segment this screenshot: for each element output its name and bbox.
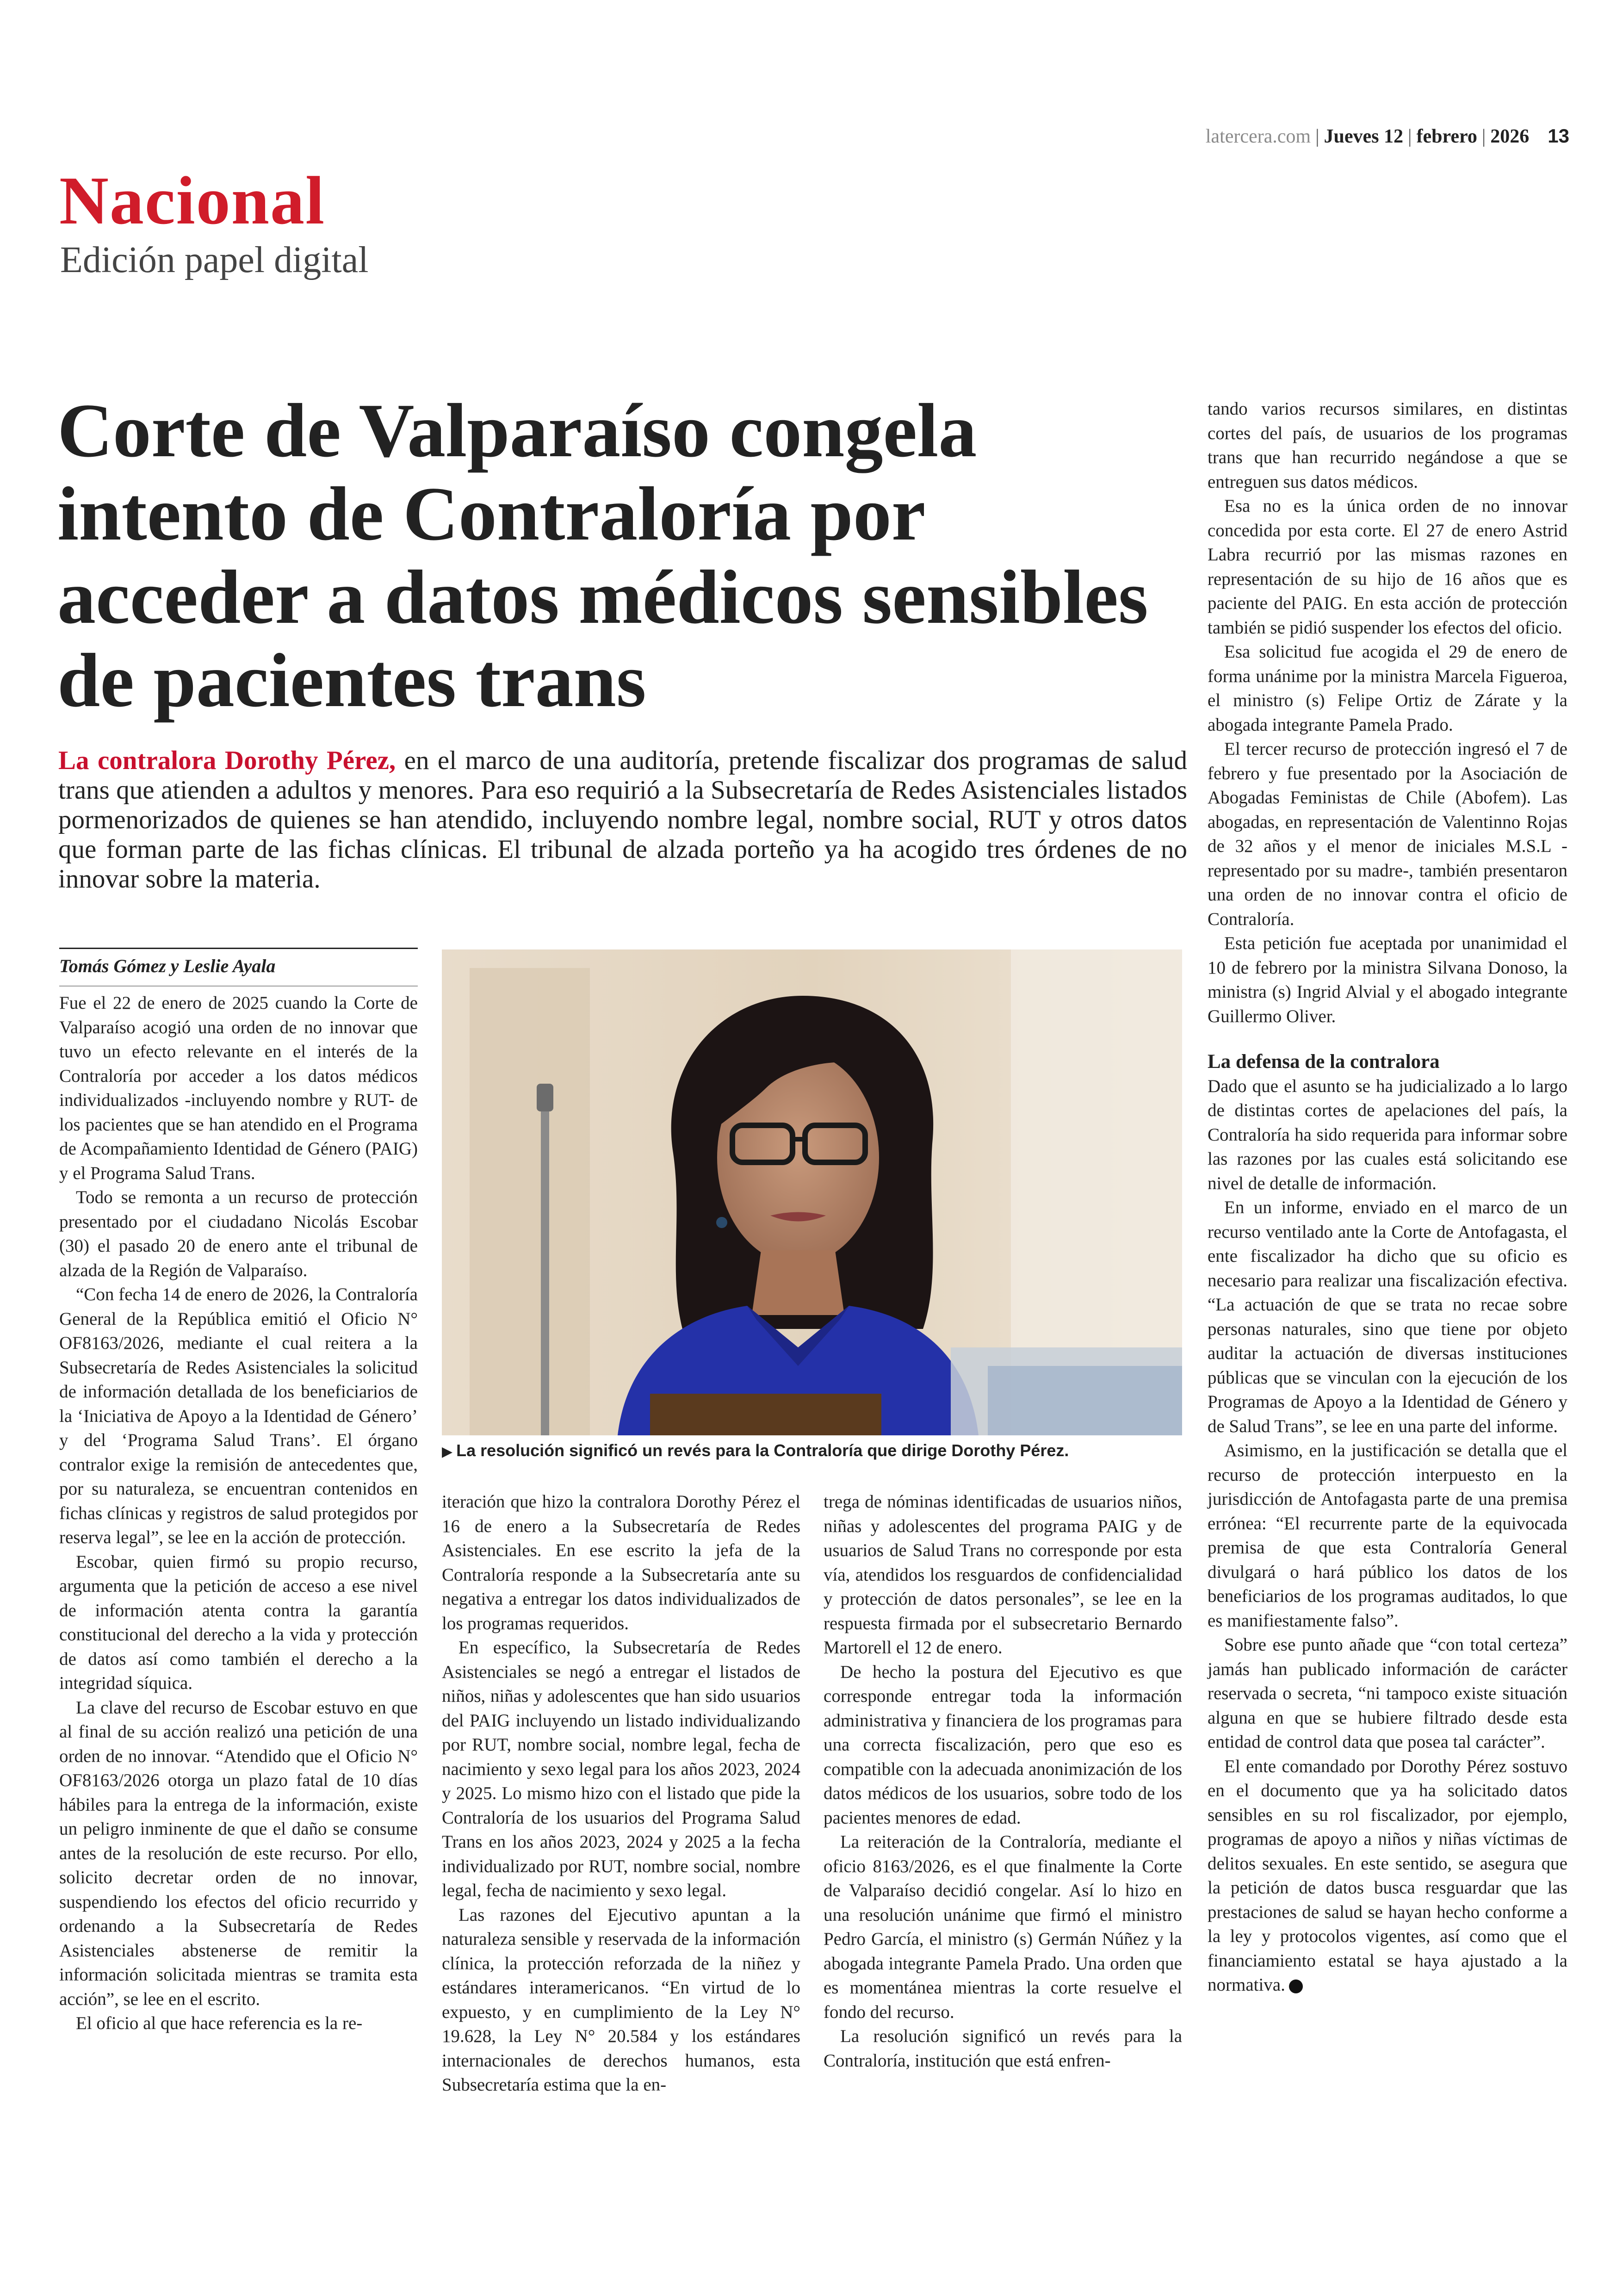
body-column-1	[59, 991, 418, 2036]
closing-text: El ente comandado por Dorothy Pérez sostuvo en el documento que ya ha solicitado datos sensibles en su rol fiscalizador, por ejemplo, programas de apoyo a niños y niñas víctimas de delitos sexuales. En este sentido, se asegura que la petición de datos busca resguardar que las prestaciones de salud se hayan hecho conforme a la ley y protocolos vigentes, así como que el financiamiento estatal se haya ajustado a la normativa.	[1208, 1756, 1567, 1995]
end-of-article-icon	[1289, 1980, 1303, 1993]
lead-paragraph	[58, 746, 1187, 894]
paragraph: Asimismo, en la justificación se detalla que el recurso de protección interpuesto en la jurisdicción de Antofagasta parte de una premisa errónea: “El recurrente parte de la equivocada premisa de que esta Contraloría General divulgará o hará público los datos de los beneficiarios de los programas auditados, lo que es manifiestamente falso”.	[1208, 1440, 1567, 1631]
paragraph: El tercer recurso de protección ingresó el 7 de febrero y fue presentado por la Asociación de Abogadas Feministas de Chile (Abofem). Las abogadas, en representación de Valentinno Rojas de 32 años y el menor de iniciales M.S.L -representado por su madre-, también presentaron una orden de no innovar contra el oficio de Contraloría.	[1208, 739, 1567, 929]
caption-text: La resolución significó un revés para la Contraloría que dirige Dorothy Pérez.	[456, 1441, 1069, 1460]
paragraph: Las razones del Ejecutivo apuntan a la naturaleza sensible y reservada de la información clínica, la protección reforzada de la niñez y estándares interamericanos. “En virtud de lo expuesto, y en cumplimiento de la Ley N° 19.628, la Ley N° 20.584 y los estándares internacionales de derechos humanos, esta Subsecretaría estima que la en-	[442, 1905, 800, 2095]
date-month: febrero	[1416, 126, 1477, 147]
edition-label: Edición papel digital	[60, 240, 369, 280]
masthead: latercera.com | Jueves 12 | febrero | 2026 13	[1205, 125, 1569, 147]
byline: Tomás Gómez y Leslie Ayala	[59, 956, 276, 976]
subheading: La defensa de la contralora	[1208, 1051, 1440, 1073]
article-photo	[442, 949, 1182, 1435]
paragraph: De hecho la postura del Ejecutivo es que corresponde entregar toda la información administrativa y financiera de los programas para una correcta fiscalización, pero que eso es compatible con la adecuada anonimización de los datos médicos de los usuarios, sobre todo de los pacientes menores de edad.	[824, 1662, 1182, 1828]
paragraph: La resolución significó un revés para la Contraloría, institución que está enfren-	[824, 2026, 1182, 2071]
body-column-4	[1208, 397, 1567, 1998]
date-day: Jueves 12	[1324, 126, 1404, 147]
paragraph: La clave del recurso de Escobar estuvo en que al final de su acción realizó una petición de una orden de no innovar. “Atendido que el Oficio N° OF8163/2026 otorga un plazo fatal de 10 días hábiles para la entrega de la información, existe un peligro inminente de que el daño se consume antes de la resolución de este recurso. Por ello, solicito decretar orden de no innovar, suspendiendo los efectos del oficio recurrido y ordenando a la Subsecretaría de Redes Asistenciales abstenerse de remitir la información solicitada mientras se tramita esta acción”, se lee en el escrito.	[59, 1697, 418, 2009]
date-year: 2026	[1490, 126, 1530, 147]
paragraph: Sobre ese punto añade que “con total certeza” jamás han publicado información de carácter reservada o secreta, “ni tampoco existe situación alguna en que se hubiere filtrado desde esta entidad de control data que posea tal carácter”.	[1208, 1635, 1567, 1752]
lead-highlight: La contralora Dorothy Pérez,	[58, 746, 396, 775]
paragraph: iteración que hizo la contralora Dorothy Pérez el 16 de enero a la Subsecretaría de Redes Asistenciales. En ese escrito la jefa de la Contraloría responde a la Subsecretaría ante su negativa a entregar los datos individualizados de los programas requeridos.	[442, 1492, 800, 1633]
paragraph: Todo se remonta a un recurso de protección presentado por el ciudadano Nicolás Escobar (30) el pasado 20 de enero ante el tribunal de alzada de la Región de Valparaíso.	[59, 1187, 418, 1280]
headline: Corte de Valparaíso congela intento de Contraloría por acceder a datos médicos sensibles de pacientes trans	[57, 388, 1148, 723]
photo-caption	[442, 1441, 1182, 1460]
paragraph	[1208, 1755, 1567, 1998]
paragraph: La reiteración de la Contraloría, mediante el oficio 8163/2026, es el que finalmente la Corte de Valparaíso decidió congelar. Así lo hizo en una resolución unánime que firmó el ministro Pedro García, el ministro (s) Germán Núñez y la abogada integrante Pamela Prado. Una orden que es momentánea mientras la corte resuelve el fondo del recurso.	[824, 1832, 1182, 2022]
body-column-2	[442, 1490, 800, 2097]
paragraph: Esta petición fue aceptada por unanimidad el 10 de febrero por la ministra Silvana Donoso, la ministra (s) Ingrid Alvial y el abogado integrante Guillermo Oliver.	[1208, 933, 1567, 1026]
paragraph: Esa no es la única orden de no innovar concedida por esta corte. El 27 de enero Astrid Labra recurrió por las mismas razones en representación de su hijo de 16 años que es paciente del PAIG. En esta acción de protección también se pidió suspender los efectos del oficio.	[1208, 496, 1567, 638]
paragraph: “Con fecha 14 de enero de 2026, la Contraloría General de la República emitió el Oficio N° OF8163/2026, mediante el cual reitera a la Subsecretaría de Redes Asistenciales la solicitud de información detallada de los beneficiarios de la ‘Iniciativa de Apoyo a la Identidad de Género’ y del ‘Programa Salud Trans’. El órgano contralor exige la remisión de antecedentes que, por su naturaleza, se encuentran contenidos en fichas clínicas y registros de salud protegidos por reserva legal”, se lee en la acción de protección.	[59, 1285, 418, 1547]
contralora-portrait	[442, 949, 1182, 1435]
caption-triangle-icon: ▶	[442, 1444, 453, 1459]
lead-text: en el marco de una auditoría, pretende fiscalizar dos programas de salud trans que atienden a adultos y menores. Para eso requirió a la Subsecretaría de Redes Asistenciales listados pormenorizados de quienes se han atendido, incluyendo nombre legal, nombre social, RUT y otros datos que forman parte de las fichas clínicas. El tribunal de alzada porteño ya ha acogido tres órdenes de no innovar sobre la materia.	[58, 746, 1187, 894]
paragraph: tando varios recursos similares, en distintas cortes del país, de usuarios de los programas trans que han recurrido negándose a que se entreguen sus datos médicos.	[1208, 399, 1567, 492]
page-number: 13	[1548, 125, 1569, 147]
section-title: Nacional	[59, 163, 326, 239]
paragraph: En específico, la Subsecretaría de Redes Asistenciales se negó a entregar el listados de niños, niñas y adolescentes que han sido usuarios del PAIG incluyendo un listado individualizando por RUT, nombre social, nombre legal, fecha de nacimiento y sexo legal para los años 2023, 2024 y 2025. Lo mismo hizo con el listado que pide la Contraloría de los usuarios del Programa Salud Trans en los años 2023, 2024 y 2025 a la fecha individualizado por RUT, nombre social, nombre legal, fecha de nacimiento y sexo legal.	[442, 1638, 800, 1900]
paragraph: En un informe, enviado en el marco de un recurso ventilado ante la Corte de Antofagasta, el ente fiscalizador ha dicho que su oficio es necesario para realizar una fiscalización efectiva. “La actuación de que se trata no recae sobre personas naturales, sino que tiene por objeto auditar la actuación de diversas instituciones públicas que se vinculan con la ejecución de los Programas de Apoyo a la Identidad de Género y de Salud Trans”, se lee en una parte del informe.	[1208, 1198, 1567, 1436]
paragraph: Escobar, quien firmó su propio recurso, argumenta que la petición de acceso a ese nivel de información atenta contra la garantía constitucional del derecho a la vida y protección de datos así como también el derecho a la integridad síquica.	[59, 1551, 418, 1693]
byline-divider	[59, 986, 418, 987]
paragraph: Esa solicitud fue acogida el 29 de enero de forma unánime por la ministra Marcela Figueroa, el ministro (s) Felipe Ortiz de Zárate y la abogada integrante Pamela Prado.	[1208, 642, 1567, 735]
paragraph: Fue el 22 de enero de 2025 cuando la Corte de Valparaíso acogió una orden de no innovar que tuvo un efecto relevante en el interés de la Contraloría por acceder a los datos médicos individualizados -incluyendo nombre y RUT- de los pacientes que se han atendido en el Programa de Acompañamiento Identidad de Género (PAIG) y el Programa Salud Trans.	[59, 993, 418, 1183]
body-column-3	[824, 1490, 1182, 2073]
site-name: latercera.com	[1205, 126, 1311, 147]
byline-rule	[59, 948, 418, 949]
paragraph: trega de nóminas identificadas de usuarios niños, niñas y adolescentes del programa PAIG y de usuarios de Salud Trans no corresponde por esta vía, atendidos los resguardos de confidencialidad y protección de datos personales”, se lee en la respuesta firmada por el subsecretario Bernardo Martorell el 12 de enero.	[824, 1492, 1182, 1657]
paragraph: Dado que el asunto se ha judicializado a lo largo de distintas cortes de apelaciones del país, la Contraloría ha sido requerida para informar sobre las razones por las cuales está solicitando ese nivel de detalle de información.	[1208, 1076, 1567, 1193]
paragraph: El oficio al que hace referencia es la re-	[76, 2013, 363, 2033]
